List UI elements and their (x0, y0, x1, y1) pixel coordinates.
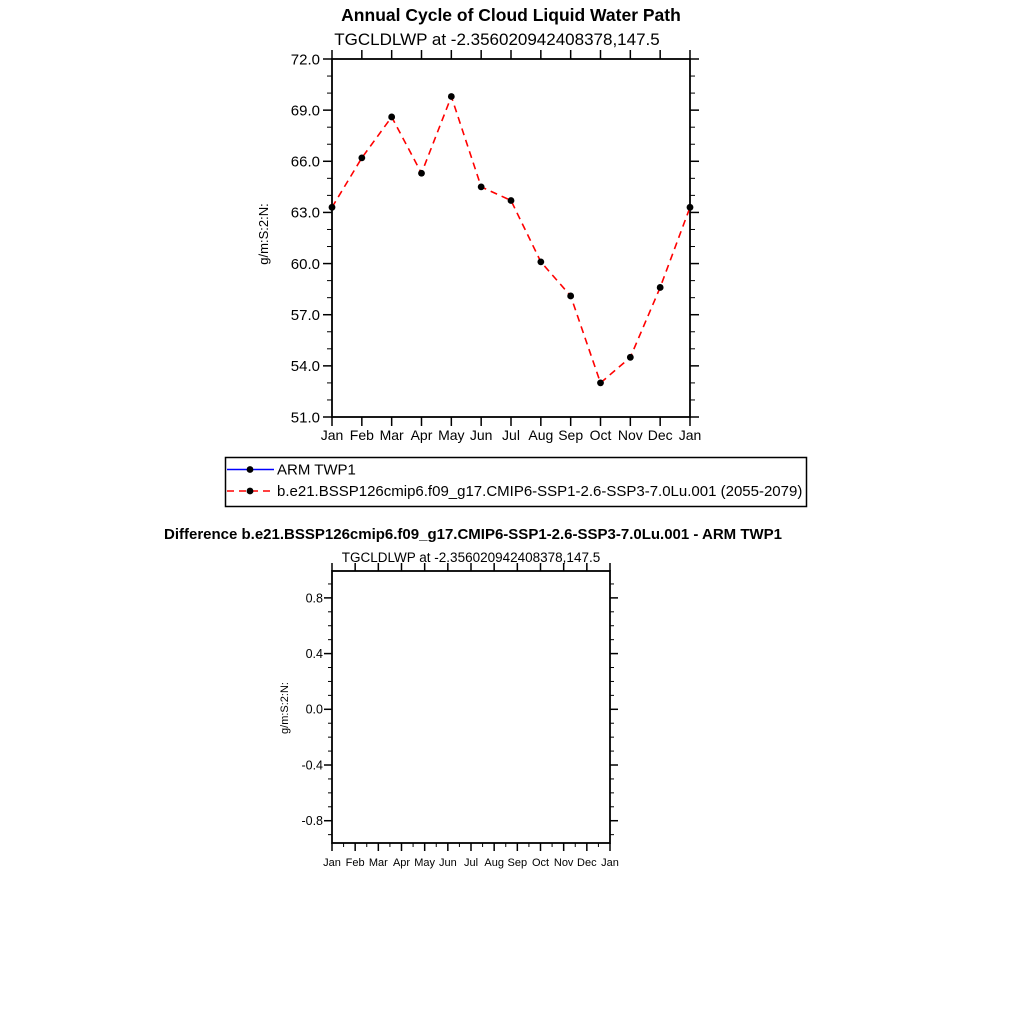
x-tick-label: Jul (463, 857, 479, 869)
x-tick-label: Jul (502, 427, 520, 443)
x-tick-label: May (438, 427, 465, 443)
x-tick-label: Jan (601, 857, 619, 869)
major-ticks (324, 563, 618, 851)
x-tick-label: Oct (589, 427, 612, 443)
x-tick-label: Apr (392, 857, 411, 869)
difference-chart-plot (301, 563, 618, 869)
x-tick-label: May (414, 857, 436, 869)
top-chart-subtitle: TGCLDLWP at -2.356020942408378,147.5 (334, 30, 660, 49)
legend-label-model: b.e21.BSSP126cmip6.f09_g17.CMIP6-SSP1-2.6-SSP3-7.0Lu.001 (2055-2079) (277, 483, 803, 500)
y-tick-label: 63.0 (290, 204, 320, 222)
difference-chart-y-axis-label: g/m:S:2:N: (279, 682, 291, 734)
x-tick-label: Feb (345, 857, 365, 869)
minor-ticks (328, 584, 614, 847)
x-tick-label: Sep (507, 857, 528, 869)
minor-ticks (327, 76, 695, 400)
x-tick-label: Nov (617, 427, 643, 443)
y-tick-label: 0.0 (305, 702, 323, 717)
series-markers (329, 93, 694, 386)
x-tick-label: Mar (379, 427, 404, 443)
top-chart-plot (291, 50, 701, 443)
x-tick-label: Nov (553, 857, 574, 869)
difference-chart-title: Difference b.e21.BSSP126cmip6.f09_g17.CMIP6-SSP1-2.6-SSP3-7.0Lu.001 - ARM TWP1 (163, 526, 783, 543)
top-chart-title: Annual Cycle of Cloud Liquid Water Path (341, 5, 681, 25)
x-tick-label: Dec (577, 857, 597, 869)
x-tick-label: Aug (484, 857, 504, 869)
y-tick-label: 69.0 (290, 102, 320, 120)
x-tick-label: Feb (349, 427, 374, 443)
legend-marker-obs (247, 466, 254, 473)
plot-frame (332, 59, 690, 417)
x-tick-label: Apr (410, 427, 433, 443)
y-tick-label: 57.0 (290, 306, 320, 324)
x-tick-label: Mar (368, 857, 388, 869)
y-tick-label: 66.0 (290, 153, 320, 171)
y-tick-label: 60.0 (290, 255, 320, 273)
legend-marker-model (247, 488, 254, 495)
y-tick-label: 54.0 (290, 358, 320, 376)
y-tick-label: 0.8 (305, 591, 323, 606)
x-tick-label: Jun (469, 427, 493, 443)
x-tick-label: Jan (320, 427, 344, 443)
difference-chart-subtitle: TGCLDLWP at -2.356020942408378,147.5 (341, 550, 601, 565)
x-tick-label: Jan (678, 427, 702, 443)
legend (226, 458, 807, 507)
y-tick-label: -0.8 (301, 814, 323, 829)
x-tick-label: Sep (558, 427, 584, 443)
y-tick-label: 0.4 (305, 646, 323, 661)
x-tick-label: Jan (323, 857, 341, 869)
plot-frame (332, 571, 610, 843)
x-tick-label: Aug (528, 427, 554, 443)
series-line (332, 97, 690, 383)
major-ticks (323, 50, 699, 426)
legend-label-obs: ARM TWP1 (277, 461, 356, 479)
top-chart-y-axis-label: g/m:S:2:N: (256, 203, 271, 265)
y-tick-label: 72.0 (290, 51, 320, 69)
y-tick-label: 51.0 (290, 409, 320, 427)
x-tick-label: Jun (438, 857, 457, 869)
y-tick-label: -0.4 (301, 758, 323, 773)
x-tick-label: Dec (647, 427, 673, 443)
x-tick-label: Oct (531, 857, 550, 869)
